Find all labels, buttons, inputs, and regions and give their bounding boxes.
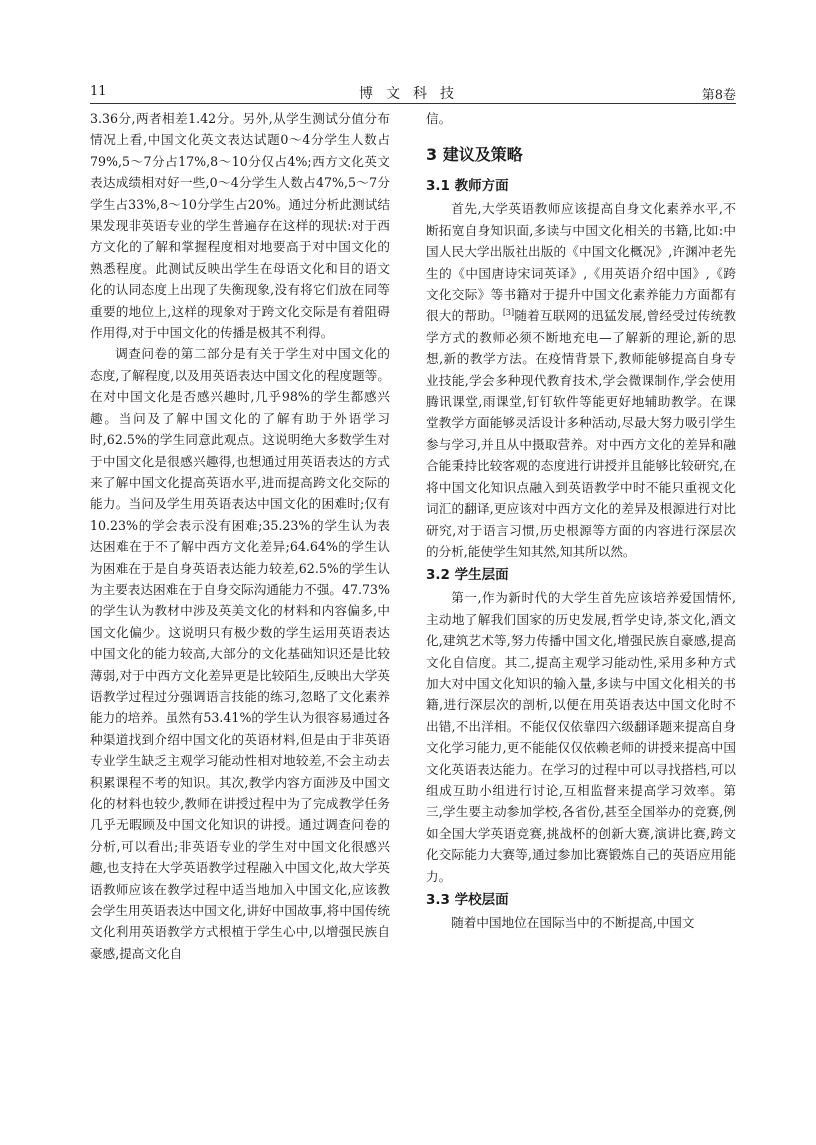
- page-number: 11: [90, 84, 107, 99]
- left-column: [90, 108, 390, 964]
- paragraph-students: 第一,作为新时代的大学生首先应该培养爱国情怀,主动地了解我们国家的历史发展,哲学史诗,茶文化,酒文化,建筑艺术等,努力传播中国文化,增强民族自豪感,提高文化自信度。其二,提高主观学习能动性,采用多种方式加大对中国文化知识的输入量,多读与中国文化相关的书籍,进行深层次的剖析,以便在用英语表达中国文化时不出错,不出洋相。不能仅仅依靠四六级翻译题来提高自身文化学习能力,更不能能仅仅依赖老师的讲授来提高中国文化英语表达能力。在学习的过程中可以寻找搭档,可以组成互助小组进行讨论,互相监督来提高学习效率。第三,学生要主动参加学校,各省份,甚至全国举办的竞赛,例如全国大学英语竞赛,挑战杯的创新大赛,演讲比赛,跨文化交际能力大赛等,通过参加比赛锻炼自己的英语应用能力。: [426, 590, 736, 884]
- volume-label: 第8卷: [701, 88, 736, 103]
- subsection-heading-3-2: 3.2 学生层面: [426, 567, 509, 584]
- citation-ref: [3]: [502, 308, 515, 318]
- header-rule: [90, 103, 736, 104]
- subsection-heading-3-1: 3.1 教师方面: [426, 178, 509, 195]
- paragraph-questionnaire: 调查问卷的第二部分是有关于学生对中国文化的态度,了解程度,以及用英语表达中国文化的程度题等。在对中国文化是否感兴趣时,几乎98%的学生都感兴趣。当问及了解中国文化的了解有助于外语学习时,62.5%的学生同意此观点。这说明绝大多数学生对于中国文化是很感兴趣得,也想通过用英语表达的方式来了解中国文化提高英语水平,进而提高跨文化交际的能力。当问及学生用英语表达中国文化的困难时;仅有10.23%的学会表示没有困难;35.23%的学生认为表达困难在于不了解中西方文化差异;64.64%的学生认为困难在于是自身英语表达能力较差,62.5%的学生认为主要表达困难在于自身交际沟通能力不强。47.73%的学生认为教材中涉及英美文化的材料和内容偏多,中国文化偏少。这说明只有极少数的学生运用英语表达中国文化的能力较高,大部分的文化基础知识还是比较薄弱,对于中西方文化差异更是比较陌生,反映出大学英语教学过程过分强调语言技能的练习,忽略了文化素养能力的培养。虽然有53.41%的学生认为很容易通过各种渠道找到介绍中国文化的英语材料,但是由于非英语专业学生缺乏主观学习能动性相对地较差,不会主动去积累课程不考的知识。其次,教学内容方面涉及中国文化的材料也较少,教师在讲授过程中为了完成教学任务几乎无暇顾及中国文化知识的讲授。通过调查问卷的分析,可以看出;非英语专业的学生对中国文化很感兴趣,也支持在大学英语教学过程融入中国文化,故大学英语教师应该在教学过程中适当地加入中国文化,应该教会学生用英语表达中国文化,讲好中国故事,将中国传统文化利用英语教学方式根植于学生心中,以增强民族自豪感,提高文化自: [90, 346, 390, 961]
- paragraph-teachers-part1: 首先,大学英语教师应该提高自身文化素养水平,不断拓宽自身知识面,多读与中国文化相关的书籍,比如:中国人民大学出版社出版的《中国文化概况》,许渊冲老先生的《中国唐诗宋词英译》,《用英语介绍中国》,《跨文化交际》等书籍对于提升中国文化素养能力方面都有很大的帮助。: [426, 201, 736, 324]
- paragraph-teachers: [426, 198, 736, 562]
- paragraph-test-results: 3.36分,两者相差1.42分。另外,从学生测试分值分布情况上看,中国文化英文表达试题0～4分学生人数占79%,5～7分占17%,8～10分仅占4%;西方文化英文表达成绩相对好一些,0～4分学生人数占47%,5～7分学生占33%,8～10分学生占20%。通过分析此测试结果发现非英语专业的学生普遍存在这样的现状:对于西方文化的了解和掌握程度相对地要高于对中国文化的熟悉程度。此测试反映出学生在母语文化和目的语文化的认同态度上出现了失衡现象,没有将它们放在同等重要的地位上,这样的现象对于跨文化交际是有着阻碍作用得,对于中国文化的传播是极其不利得。: [90, 111, 390, 341]
- journal-title: 博文科技: [359, 86, 467, 102]
- paragraph-teachers-part2: 随着互联网的迅猛发展,曾经受过传统教学方式的教师必须不断地充电—了解新的理论,新的思想,新的教学方法。在疫情背景下,教师能够提高自身专业技能,学会多种现代教育技术,学会微课制作,学会使用腾讯课堂,雨课堂,钉钉软件等能更好地辅助教学。在课堂教学方面能够灵活设计多种活动,尽最大努力吸引学生参与学习,并且从中摄取营养。对中西方文化的差异和融合能秉持比较客观的态度进行讲授并且能够比较研究,在将中国文化知识点融入到英语教学中时不能只重视文化词汇的翻译,更应该对中西方文化的差异及根源进行对比研究,对于语言习惯,历史根源等方面的内容进行深层次的分析,能使学生知其然,知其所以然。: [426, 308, 736, 559]
- section-heading-3: 3 建议及策略: [426, 145, 523, 165]
- page-header: [90, 84, 736, 104]
- subsection-heading-3-3: 3.3 学校层面: [426, 892, 509, 908]
- right-column: [426, 108, 736, 933]
- paragraph-continuation: 信。: [426, 111, 452, 126]
- paragraph-school: 随着中国地位在国际当中的不断提高,中国文: [451, 915, 695, 930]
